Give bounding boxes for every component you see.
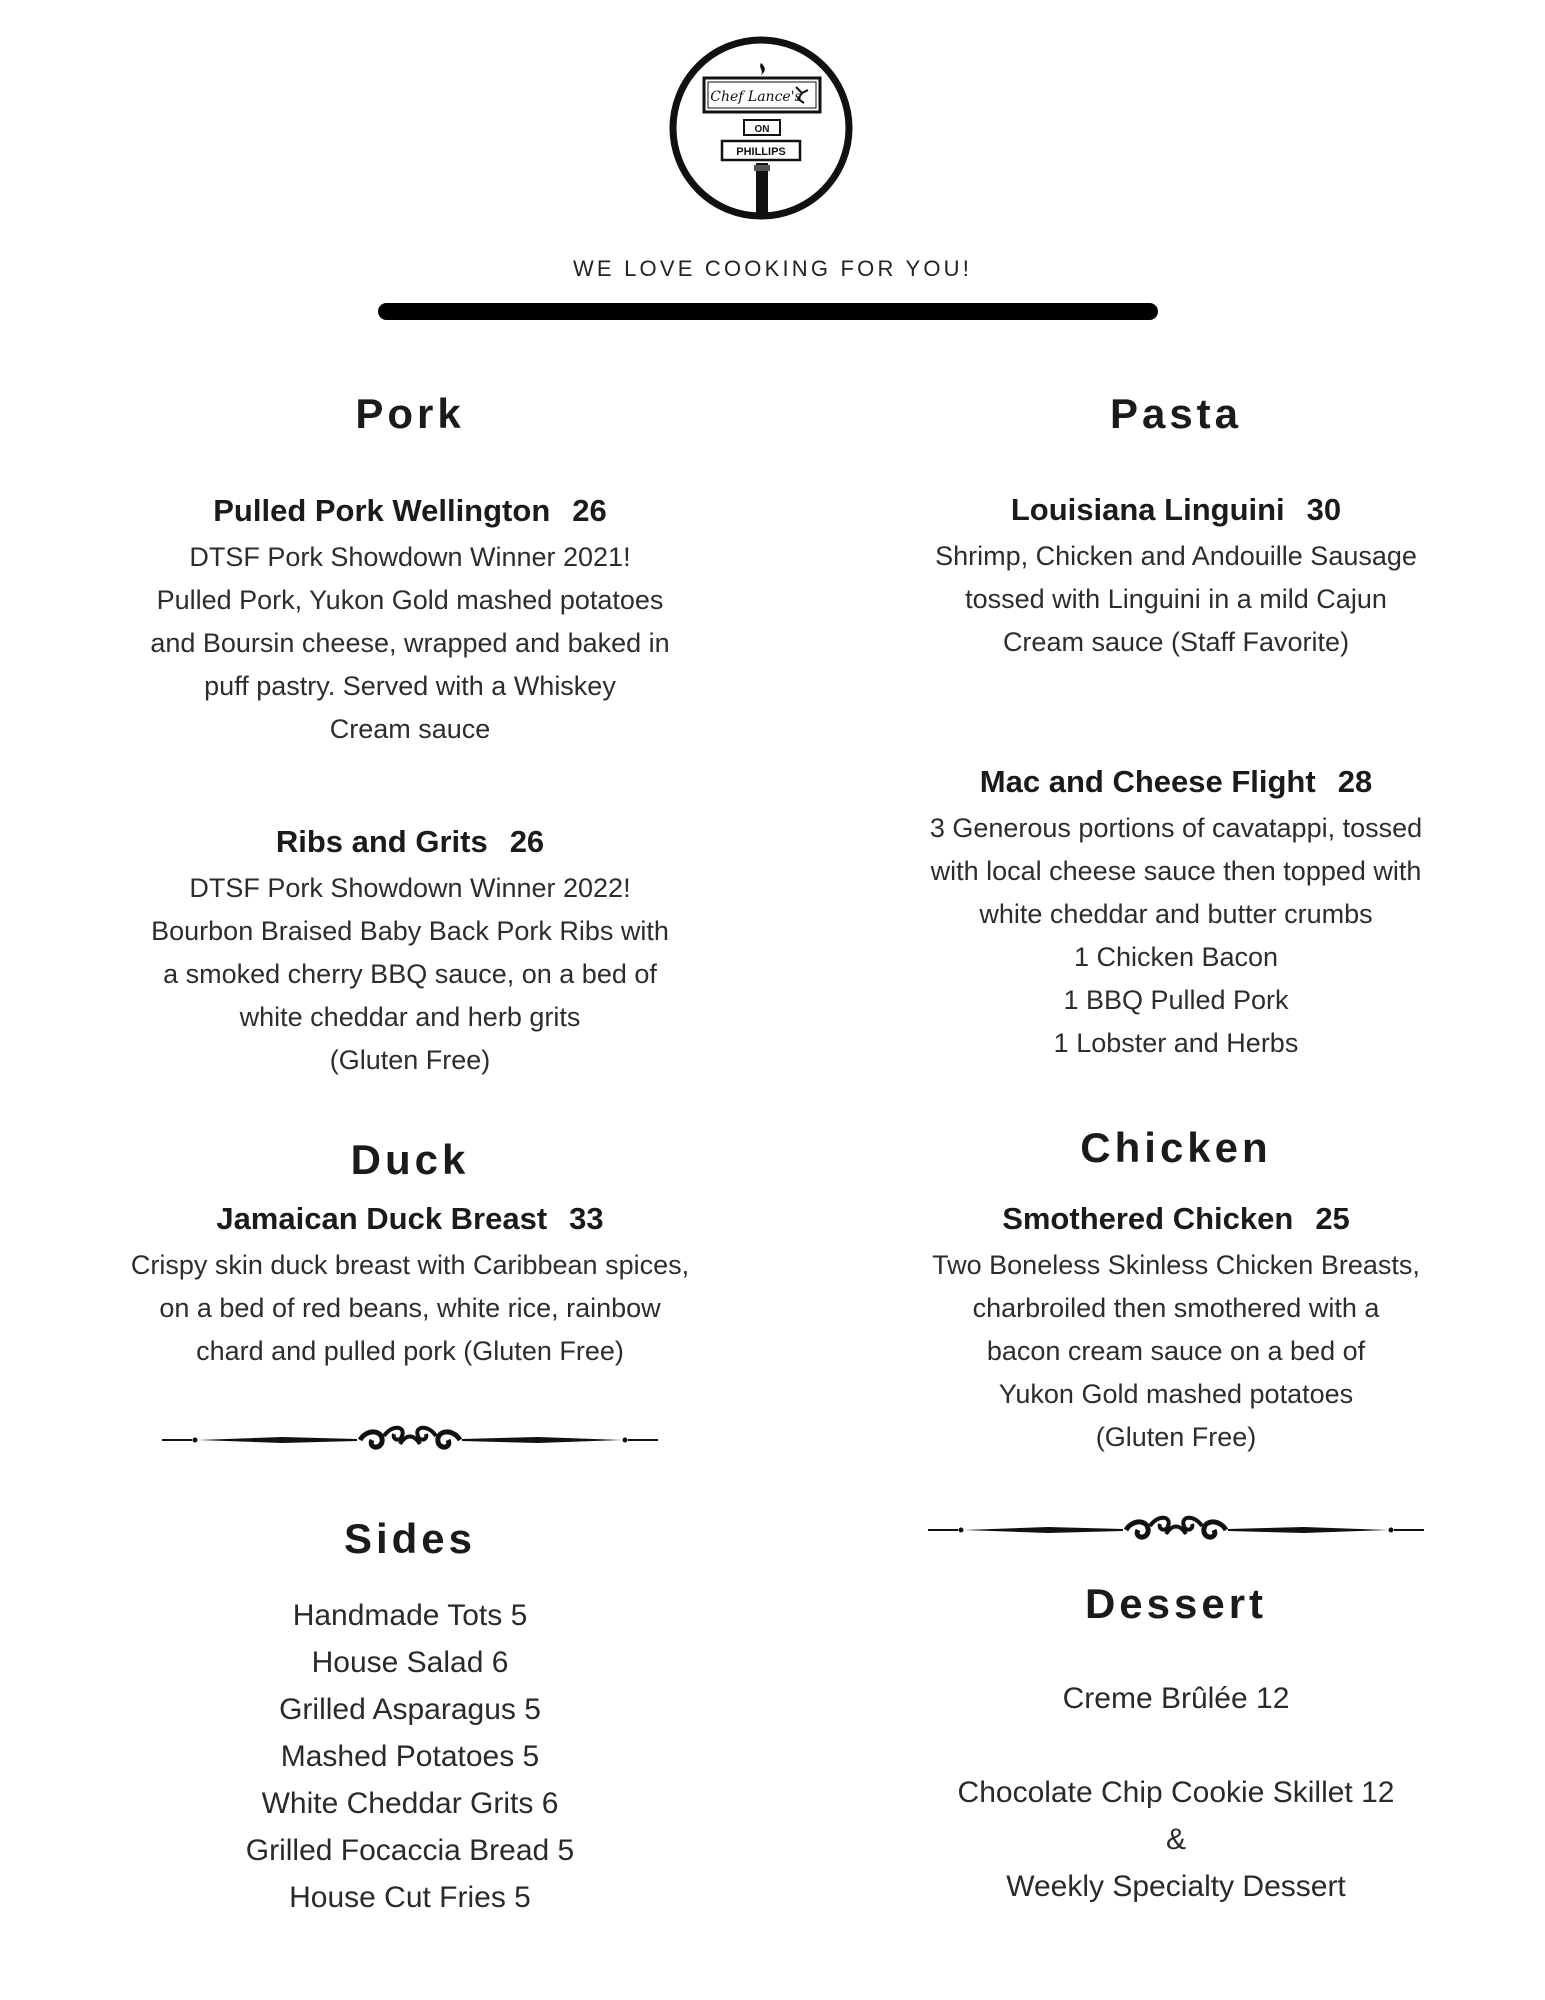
sides-list: [110, 1592, 710, 1921]
svg-text:PHILLIPS: PHILLIPS: [736, 146, 786, 158]
menu-item-jamaican-duck-breast: [110, 1198, 710, 1373]
list-item: House Cut Fries 5: [289, 1881, 531, 1914]
section-title-pork: Pork: [355, 390, 465, 437]
item-description: Shrimp, Chicken and Andouille Sausage tossed with Linguini in a mild Cajun Cream sauce (Staff Favorite): [935, 541, 1417, 657]
dessert-list: [876, 1675, 1476, 1910]
menu-item-mac-and-cheese-flight: [876, 761, 1476, 1065]
menu-item-pulled-pork-wellington: [110, 490, 710, 751]
item-description: DTSF Pork Showdown Winner 2021! Pulled Pork, Yukon Gold mashed potatoes and Boursin cheese, wrapped and baked in puff pastry. Served with a Whiskey Cream sauce: [150, 542, 670, 744]
list-item: White Cheddar Grits 6: [261, 1787, 559, 1820]
list-item: House Salad 6: [311, 1646, 509, 1679]
ornamental-divider: [928, 1510, 1424, 1550]
item-description: Crispy skin duck breast with Caribbean spices, on a bed of red beans, white rice, rainbow chard and pulled pork (Gluten Free): [130, 1250, 690, 1366]
menu-item-louisiana-linguini: [876, 489, 1476, 664]
item-price: 26: [572, 493, 607, 528]
item-description: 3 Generous portions of cavatappi, tossed with local cheese sauce then topped with white cheddar and butter crumbs 1 Chicken Bacon 1 BBQ Pulled Pork 1 Lobster and Herbs: [929, 813, 1423, 1058]
section-title-chicken: Chicken: [1080, 1124, 1272, 1171]
item-name: Louisiana Linguini 30: [1010, 492, 1342, 527]
item-price: 28: [1337, 764, 1373, 799]
tagline: WE LOVE COOKING FOR YOU!: [572, 256, 973, 281]
section-title-dessert: Dessert: [1084, 1580, 1268, 1627]
list-item: Creme Brûlée 12: [1062, 1682, 1290, 1715]
item-description: Two Boneless Skinless Chicken Breasts, charbroiled then smothered with a bacon cream sauce on a bed of Yukon Gold mashed potatoes (Gluten Free): [932, 1250, 1420, 1452]
right-column: [876, 0, 1476, 2000]
list-spacer: [876, 1722, 1476, 1769]
item-name: Mac and Cheese Flight 28: [979, 764, 1373, 799]
item-name: Pulled Pork Wellington 26: [213, 493, 607, 528]
menu-item-ribs-and-grits: [110, 821, 710, 1082]
svg-text:Chef Lance's: Chef Lance's: [710, 89, 802, 105]
list-item: &: [1165, 1823, 1186, 1856]
item-price: 33: [569, 1201, 604, 1236]
section-title-duck: Duck: [350, 1136, 470, 1183]
item-name: Jamaican Duck Breast 33: [216, 1201, 604, 1236]
list-item: Mashed Potatoes 5: [280, 1740, 540, 1773]
menu-item-smothered-chicken: [876, 1198, 1476, 1459]
item-description: DTSF Pork Showdown Winner 2022! Bourbon Braised Baby Back Pork Ribs with a smoked cherry BBQ sauce, on a bed of white cheddar and herb grits (Gluten Free): [151, 873, 669, 1075]
list-item: Grilled Asparagus 5: [279, 1693, 541, 1726]
section-title-pasta: Pasta: [1109, 390, 1243, 437]
item-name: Ribs and Grits 26: [275, 824, 545, 859]
svg-text:ON: ON: [754, 124, 770, 135]
list-item: Grilled Focaccia Bread 5: [245, 1834, 575, 1867]
list-item: Handmade Tots 5: [292, 1599, 528, 1632]
item-name: Smothered Chicken 25: [1002, 1201, 1350, 1236]
left-column: [110, 0, 710, 2000]
item-price: 30: [1306, 492, 1342, 527]
list-item: Weekly Specialty Dessert: [1006, 1870, 1346, 1903]
item-price: 25: [1315, 1201, 1350, 1236]
section-title-sides: Sides: [343, 1515, 477, 1562]
ornamental-divider: [162, 1420, 658, 1460]
item-price: 26: [509, 824, 545, 859]
list-item: Chocolate Chip Cookie Skillet 12: [957, 1776, 1395, 1809]
